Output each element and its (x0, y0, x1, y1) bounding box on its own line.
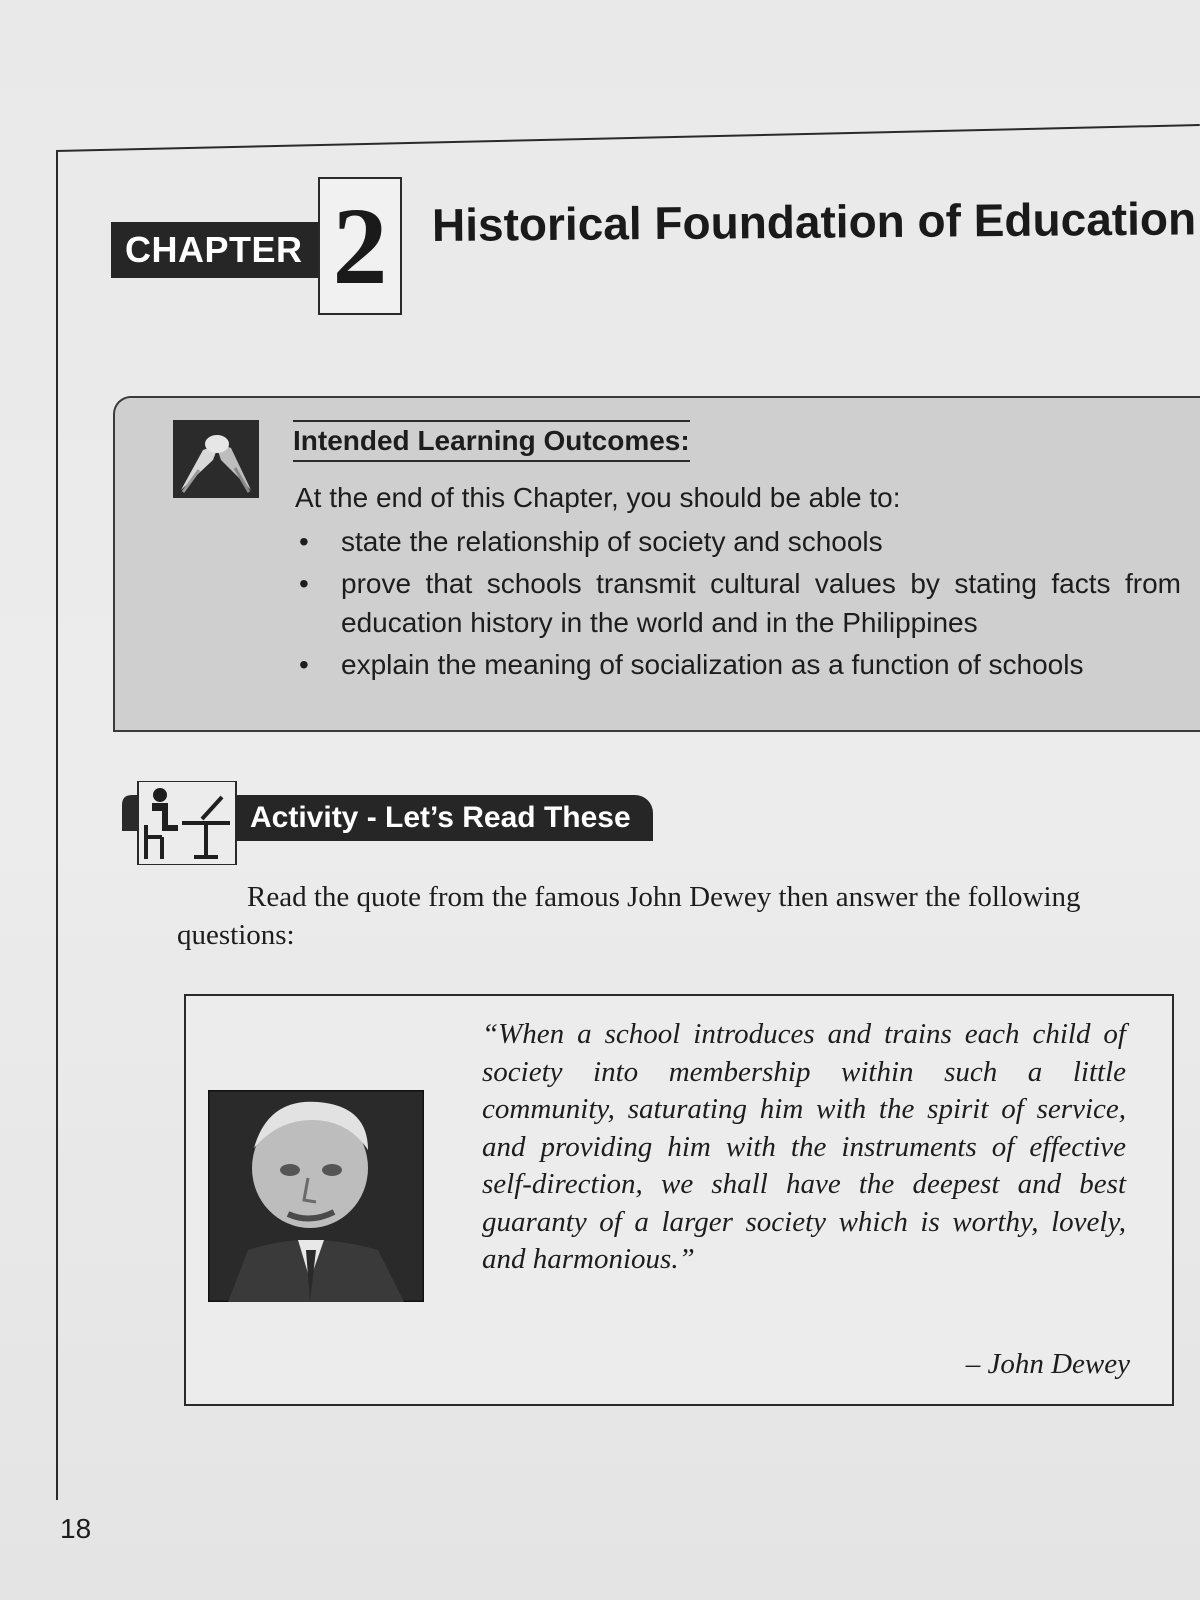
chapter-label: CHAPTER (111, 222, 319, 278)
outcomes-list (295, 522, 1181, 687)
john-dewey-portrait (208, 1090, 424, 1302)
chapter-title: Historical Foundation of Education (431, 192, 1197, 251)
outcomes-heading: Intended Learning Outcomes: (293, 420, 690, 462)
quote-author: – John Dewey (965, 1348, 1130, 1380)
learning-outcomes-box (113, 396, 1200, 732)
activity-banner: Activity - Let’s Read These (236, 795, 653, 841)
outcome-item: • prove that schools transmit cultural values by stating facts from education history in the world and in the Philippines (295, 564, 1181, 642)
outcome-item: • explain the meaning of socialization as a function of schools (295, 645, 1181, 684)
page-number: 18 (60, 1513, 92, 1544)
outcome-item: • state the relationship of society and schools (295, 522, 1181, 561)
activity-instruction-text: Read the quote from the famous John Dewey then answer the following questions: (177, 881, 1081, 951)
student-desk-icon (122, 781, 238, 865)
chapter-number: 2 (318, 177, 402, 315)
page-frame-left-rule (56, 152, 58, 1500)
outcomes-intro: At the end of this Chapter, you should be able to: (295, 482, 901, 513)
handshake-icon (173, 420, 259, 498)
quote-text: “When a school introduces and trains each child of society into membership within such a little community, saturating him with the spirit of service, and providing him with the instruments of effective self-direction, we shall have the deepest and best guaranty of a larger society which is worthy, lovely, and harmonious.” (482, 1018, 1126, 1275)
quote-box (184, 994, 1174, 1406)
activity-instruction (177, 878, 1182, 954)
page-frame-top-rule (56, 124, 1200, 152)
